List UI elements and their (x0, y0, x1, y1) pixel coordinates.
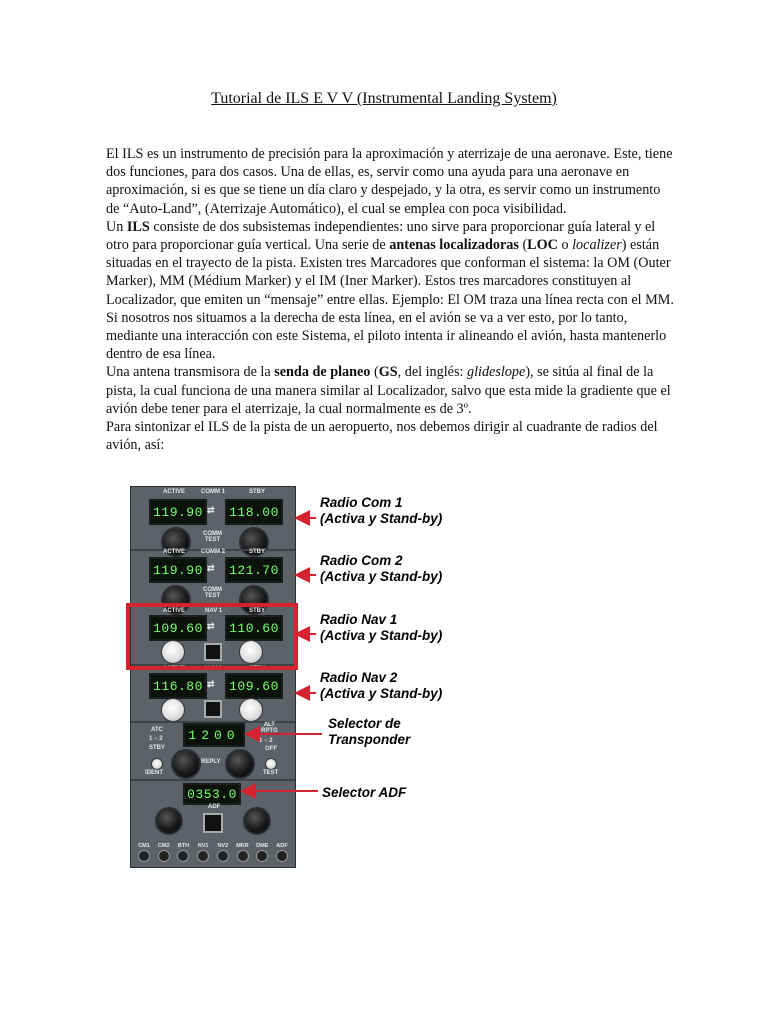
nav2-name: NAV 2 (205, 666, 223, 672)
com1-test-label: COMM TEST (203, 531, 222, 543)
com1-stby-label: STBY (249, 489, 266, 495)
text-segment: GS (378, 364, 398, 381)
adf-freq-display: 0353.0 (183, 783, 241, 805)
document-title: Tutorial de ILS E V V (Instrumental Landing System) (211, 90, 557, 107)
com2-stby-display: 121.70 (225, 557, 283, 583)
text-segment: El ILS es un instrumento de precisión para la aproximación y aterrizaje de una aeronave. Este, tiene dos funciones, para dos casos. Una de ellas, es, servir como una ayuda para una aeronave en aproximación, si es que se tiene un día claro y despejado, y la otra, es servir como un instrumento de “Auto-Land”, (Aterrizaje Automático), el cual se emplea con poca visibilidad. (106, 146, 673, 217)
com2-test-label: COMM TEST (203, 587, 222, 599)
text-segment: Para sintonizar el ILS de la pista de un aeropuerto, nos debemos dirigir al cuadrante de radios del avión, así: (106, 419, 658, 454)
atc-label: ATC (151, 727, 163, 733)
audio-button-adf[interactable]: ADF (273, 843, 291, 865)
alt-rptg-label: ALT RPTG (261, 722, 278, 734)
nav2-stby-label: STBY (249, 666, 266, 672)
text-segment: senda de planeo (274, 364, 371, 381)
com1-active-label: ACTIVE (163, 489, 186, 495)
audio-button-cm2[interactable]: CM2 (155, 843, 173, 865)
text-segment: o (557, 237, 573, 254)
text-segment: Un (106, 218, 127, 235)
audio-button-dme[interactable]: DME (253, 843, 271, 865)
com2-active-display: 119.90 (149, 557, 207, 583)
callout-transponder: Selector de Transponder (328, 716, 411, 747)
text-segment: ), se sitúa al final de la pista, la cual funciona de una manera similar al Localizador, salvo que esta mide la gradiente que el avión debe tener para el aterrizaje, la cual normalmente es de 3º. (106, 364, 671, 417)
com1-name: COMM 1 (201, 489, 225, 495)
callout-nav1: Radio Nav 1 (Activa y Stand-by) (320, 612, 443, 643)
audio-button-mkr[interactable]: MKR (234, 843, 252, 865)
text-segment: Una antena transmisora de la (106, 364, 275, 381)
text-segment: , del inglés: (397, 364, 467, 381)
nav2-active-display: 116.80 (149, 673, 207, 699)
text-segment: glideslope (466, 364, 526, 381)
text-segment: LOC (527, 237, 558, 254)
adf-label: ADF (208, 804, 221, 810)
off-label: OFF (265, 746, 277, 752)
audio-button-nv1[interactable]: NV1 (194, 843, 212, 865)
com1-stby-display: 118.00 (225, 499, 283, 525)
audio-button-nv2[interactable]: NV2 (214, 843, 232, 865)
transfer-arrow-icon: ⇄ (207, 679, 215, 689)
com1-active-display: 119.90 (149, 499, 207, 525)
com2-stby-label: STBY (249, 549, 266, 555)
com2-name: COMM 2 (201, 549, 225, 555)
nav1-active-display: 109.60 (149, 615, 207, 641)
text-segment: ILS (126, 218, 150, 235)
transponder-code-display: 1200 (183, 723, 245, 747)
callout-com2: Radio Com 2 (Activa y Stand-by) (320, 553, 443, 584)
callout-nav2: Radio Nav 2 (Activa y Stand-by) (320, 670, 443, 701)
com2-active-label: ACTIVE (163, 549, 186, 555)
ident-label: IDENT (145, 770, 163, 776)
nav2-active-label: ACTIVE (163, 666, 186, 672)
stby-label: STBY (149, 745, 166, 751)
test-label: TEST (263, 770, 279, 776)
alt-mode-label: 1 ○ 2 (259, 738, 273, 744)
text-segment: antenas localizadoras (389, 237, 519, 254)
transfer-arrow-icon: ⇄ (207, 505, 215, 515)
text-segment: localizer (572, 237, 622, 254)
nav2-stby-display: 109.60 (225, 673, 283, 699)
nav1-stby-label: STBY (249, 608, 266, 614)
nav1-stby-display: 110.60 (225, 615, 283, 641)
atc-mode-label: 1 ○ 2 (149, 736, 163, 742)
callout-adf: Selector ADF (322, 785, 407, 800)
callout-com1: Radio Com 1 (Activa y Stand-by) (320, 495, 443, 526)
text-segment: ) están situadas en el trayecto de la pista. Existen tres Marcadores que conforman el sistema: la OM (Outer Marker), MM (Médium Marker) y el IM (Iner Marker). Estos tres marcadores constituyen al Localizador, que emiten un “mensaje” entre ellas. Ejemplo: El OM traza una línea recta con el MM. Si nosotros nos situamos a la derecha de esta línea, en el avión se va a ver esto, por lo tanto, mediante una interacción con este Sistema, el piloto intenta ir alineando el avión, hasta mantenerlo dentro de esa línea. (106, 237, 674, 363)
text-segment: ( (370, 364, 379, 381)
transfer-arrow-icon: ⇄ (207, 621, 215, 631)
transfer-arrow-icon: ⇄ (207, 563, 215, 573)
reply-label: REPLY (201, 759, 221, 765)
nav1-name: NAV 1 (205, 608, 223, 614)
nav1-active-label: ACTIVE (163, 608, 186, 614)
audio-button-cm1[interactable]: CM1 (135, 843, 153, 865)
audio-button-bth[interactable]: BTH (174, 843, 192, 865)
text-segment: consiste de dos subsistemas independientes: uno sirve para proporcionar guía lateral y el otro para proporcionar guía vertical. Una serie de (106, 218, 656, 254)
text-segment: ( (518, 237, 528, 254)
